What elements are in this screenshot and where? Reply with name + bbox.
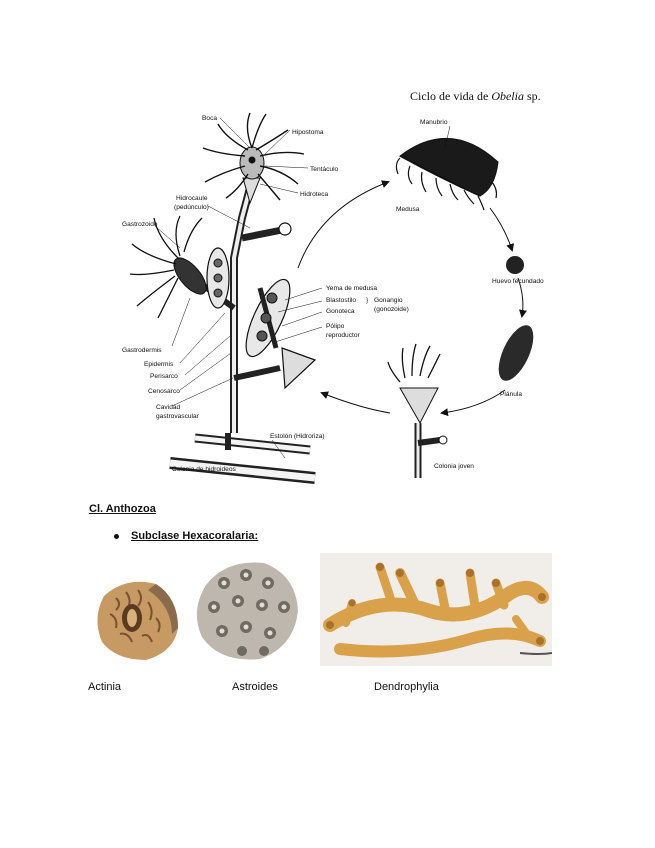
hydroid-colony-drawing [130, 113, 315, 478]
label-estolon: Estolón (Hidroriza) [270, 433, 325, 440]
label-reproductor: reproductor [326, 332, 360, 339]
label-gastrozoide: Gastrozoide [122, 221, 158, 228]
label-perisarco: Perisarco [150, 373, 178, 380]
dendrophylia-photo [320, 553, 552, 666]
label-pedunculo: (pedúnculo) [174, 204, 209, 211]
brace: } [366, 297, 369, 304]
label-epidermis: Epidermis [144, 361, 174, 368]
label-gonoteca: Gonoteca [326, 308, 355, 315]
obelia-life-cycle-diagram [100, 78, 570, 498]
label-hidroteca: Hidroteca [300, 191, 329, 198]
diagram-title: Ciclo de vida de Obelia sp. [410, 89, 541, 103]
caption-astroides: Astroides [232, 681, 278, 693]
label-huevo-fecundado: Huevo fecundado [492, 278, 544, 285]
label-cenosarco: Cenosarco [148, 388, 180, 395]
caption-actinia: Actinia [88, 681, 122, 693]
label-tentaculo: Tentáculo [310, 166, 339, 173]
label-planula: Plánula [500, 391, 522, 398]
medusa-drawing [396, 138, 498, 210]
young-colony-drawing [388, 344, 447, 478]
label-boca: Boca [202, 115, 218, 122]
label-gonangio: Gonangio [374, 297, 403, 304]
label-hipostoma: Hipostoma [292, 129, 324, 136]
label-colonia-hidroideos: Colonia de hidroideos [172, 466, 236, 473]
label-gastrovascular: gastrovascular [156, 413, 199, 420]
label-polipo: Pólipo [326, 323, 345, 330]
bullet-item [114, 530, 258, 542]
label-colonia-joven: Colonia joven [434, 463, 474, 470]
label-yema-medusa: Yema de medusa [326, 285, 378, 292]
label-gonozoide: (gonozoide) [374, 306, 409, 313]
label-blastostilo: Blastostilo [326, 297, 357, 304]
subclass-label: Subclase Hexacoralaria: [131, 530, 259, 543]
planula-drawing [492, 320, 541, 385]
astroides-photo [186, 555, 304, 667]
caption-dendrophylia: Dendrophylia [374, 681, 439, 693]
label-cavidad: Cavidad [156, 404, 181, 411]
label-manubrio: Manubrio [420, 119, 448, 126]
fertilized-egg-drawing [506, 256, 524, 274]
label-medusa: Medusa [396, 206, 420, 213]
label-gastrodermis: Gastrodermis [122, 347, 162, 354]
bullet-icon [114, 534, 119, 539]
label-hidrocaule: Hidrocaule [176, 195, 208, 202]
actinia-photo [86, 568, 186, 668]
section-heading: Cl. Anthozoa [89, 503, 156, 515]
